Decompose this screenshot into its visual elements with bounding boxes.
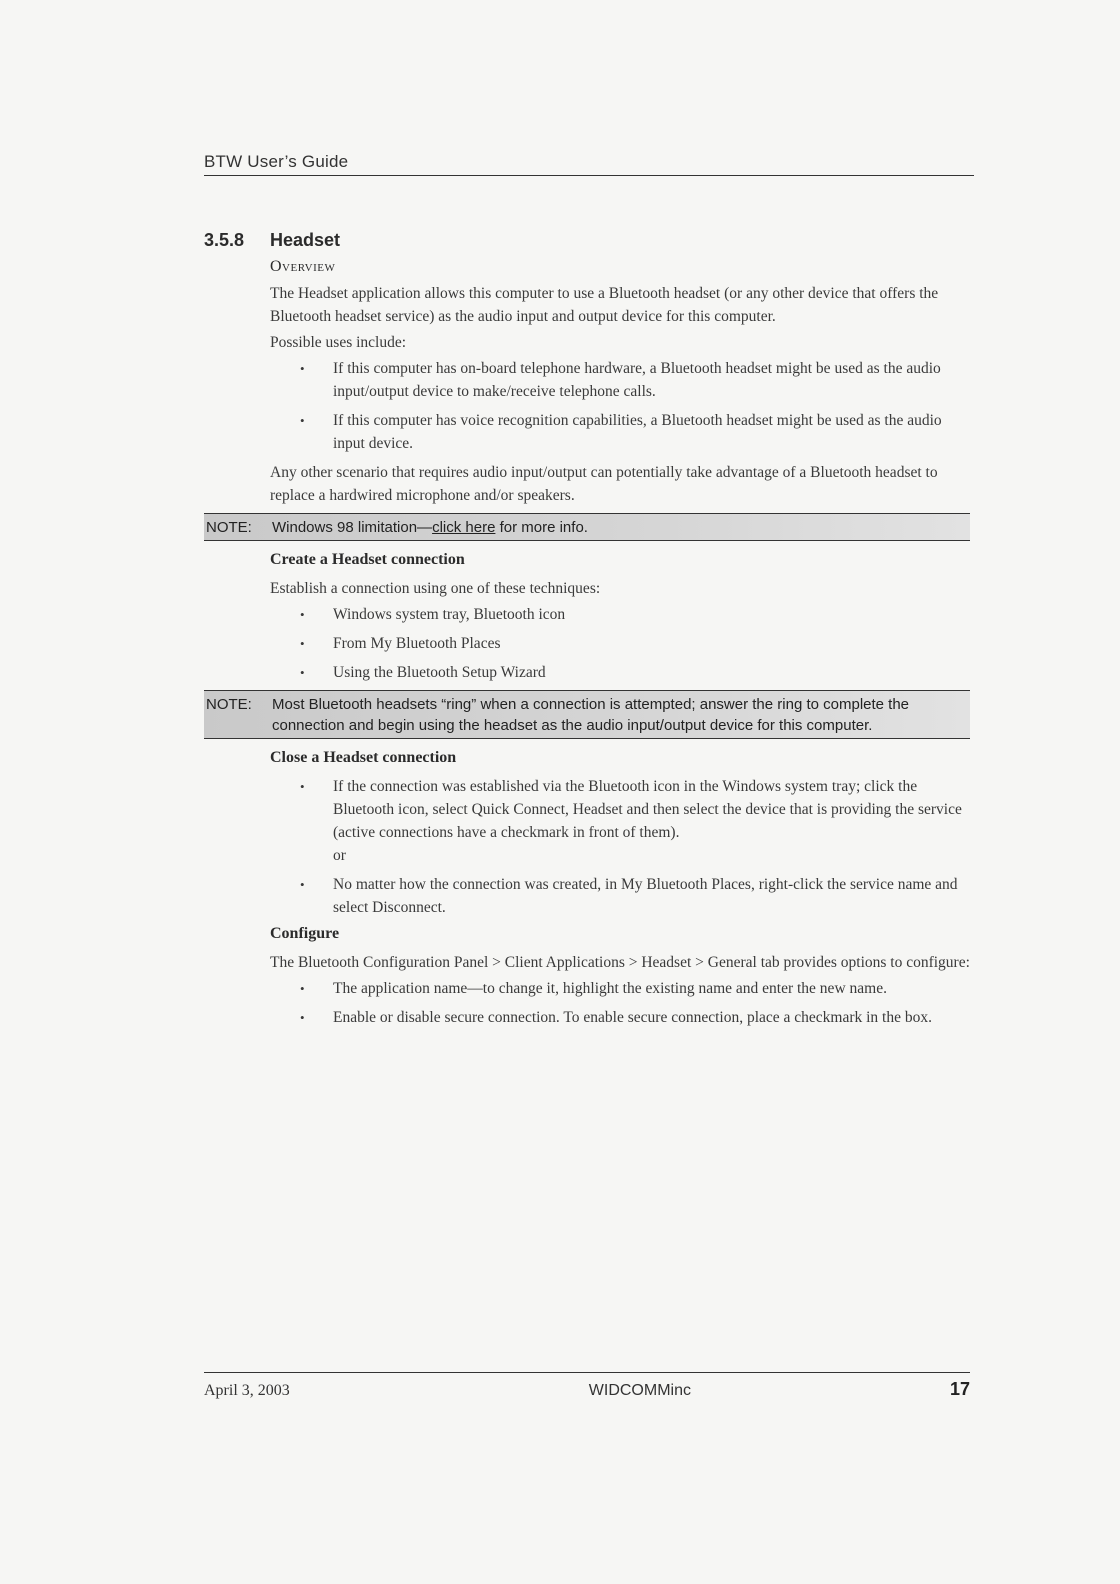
list-item bbox=[270, 603, 970, 626]
overview-paragraph-3: Any other scenario that requires audio input/output can potentially take advantage of a Bluetooth headset to replace a hardwired microphone and/or speakers. bbox=[270, 464, 938, 504]
list-item bbox=[270, 632, 970, 655]
section-title: Headset bbox=[270, 230, 341, 250]
note-text bbox=[272, 517, 970, 538]
bullet-icon: • bbox=[300, 779, 305, 794]
click-here-link[interactable]: click here bbox=[432, 519, 496, 536]
list-item-text: Windows system tray, Bluetooth icon bbox=[333, 606, 566, 623]
bullet-icon: • bbox=[300, 361, 305, 376]
overview-paragraph-2: Possible uses include: bbox=[270, 334, 407, 351]
list-item-text: The application name—to change it, highlight the existing name and enter the new name. bbox=[333, 980, 887, 997]
list-item-text: Enable or disable secure connection. To enable secure connection, place a checkmark in the box. bbox=[333, 1009, 932, 1026]
note-label: NOTE: bbox=[206, 519, 252, 536]
list-item-text: Using the Bluetooth Setup Wizard bbox=[333, 664, 546, 681]
section-content bbox=[206, 258, 970, 1035]
list-item-text: If this computer has voice recognition capabilities, a Bluetooth headset might be used as the audio input device. bbox=[333, 412, 942, 452]
section-heading bbox=[204, 230, 340, 251]
create-heading: Create a Headset connection bbox=[270, 551, 465, 568]
close-heading: Close a Headset connection bbox=[270, 749, 457, 766]
bullet-icon: • bbox=[300, 877, 305, 892]
list-item-text: No matter how the connection was created, in My Bluetooth Places, right-click the service name and select Disconnect. bbox=[333, 876, 958, 916]
configure-heading: Configure bbox=[270, 925, 340, 942]
page-header bbox=[204, 152, 974, 176]
note-label: NOTE: bbox=[206, 696, 252, 713]
page-number: 17 bbox=[949, 1379, 970, 1399]
bullet-icon: • bbox=[300, 665, 305, 680]
bullet-icon: • bbox=[300, 1010, 305, 1025]
footer-date: April 3, 2003 bbox=[204, 1382, 290, 1399]
list-item-text: From My Bluetooth Places bbox=[333, 635, 501, 652]
bullet-icon: • bbox=[300, 607, 305, 622]
list-item bbox=[270, 661, 970, 684]
configure-paragraph: The Bluetooth Configuration Panel > Client Applications > Headset > General tab provides options to configure: bbox=[270, 954, 970, 971]
create-paragraph: Establish a connection using one of these techniques: bbox=[270, 580, 601, 597]
page-footer bbox=[204, 1372, 970, 1400]
bullet-icon: • bbox=[300, 636, 305, 651]
list-item bbox=[270, 873, 970, 919]
note-windows98 bbox=[204, 513, 970, 541]
note-text-before: Windows 98 limitation— bbox=[272, 519, 433, 536]
header-title: BTW User’s Guide bbox=[204, 152, 349, 171]
list-item-text: If this computer has on-board telephone hardware, a Bluetooth headset might be used as the audio input/output device to make/receive telephone calls. bbox=[333, 360, 941, 400]
note-headset-ring bbox=[204, 690, 970, 739]
list-item bbox=[270, 409, 970, 455]
note-text: Most Bluetooth headsets “ring” when a connection is attempted; answer the ring to complete the connection and begin using the headset as the audio input/output device for this computer. bbox=[272, 696, 910, 734]
create-bullet-list bbox=[270, 603, 970, 684]
bullet-icon: • bbox=[300, 981, 305, 996]
overview-heading: Overview bbox=[270, 258, 336, 275]
close-bullet-list bbox=[270, 775, 970, 919]
overview-bullet-list bbox=[270, 357, 970, 455]
list-item-text: If the connection was established via the Bluetooth icon in the Windows system tray; click the Bluetooth icon, select Quick Connect, Headset and then select the device that is providing the service (active connections have a checkmark in front of them). bbox=[333, 778, 962, 841]
list-item bbox=[270, 977, 970, 1000]
bullet-icon: • bbox=[300, 413, 305, 428]
or-text: or bbox=[333, 847, 346, 864]
list-item bbox=[270, 775, 970, 867]
overview-paragraph-1: The Headset application allows this computer to use a Bluetooth headset (or any other device that offers the Bluetooth headset service) as the audio input and output device for this computer. bbox=[270, 285, 939, 325]
list-item bbox=[270, 1006, 970, 1029]
configure-bullet-list bbox=[270, 977, 970, 1029]
section-number: 3.5.8 bbox=[204, 230, 245, 250]
footer-company: WIDCOMMinc bbox=[588, 1382, 691, 1399]
note-text-after: for more info. bbox=[495, 519, 588, 536]
list-item bbox=[270, 357, 970, 403]
